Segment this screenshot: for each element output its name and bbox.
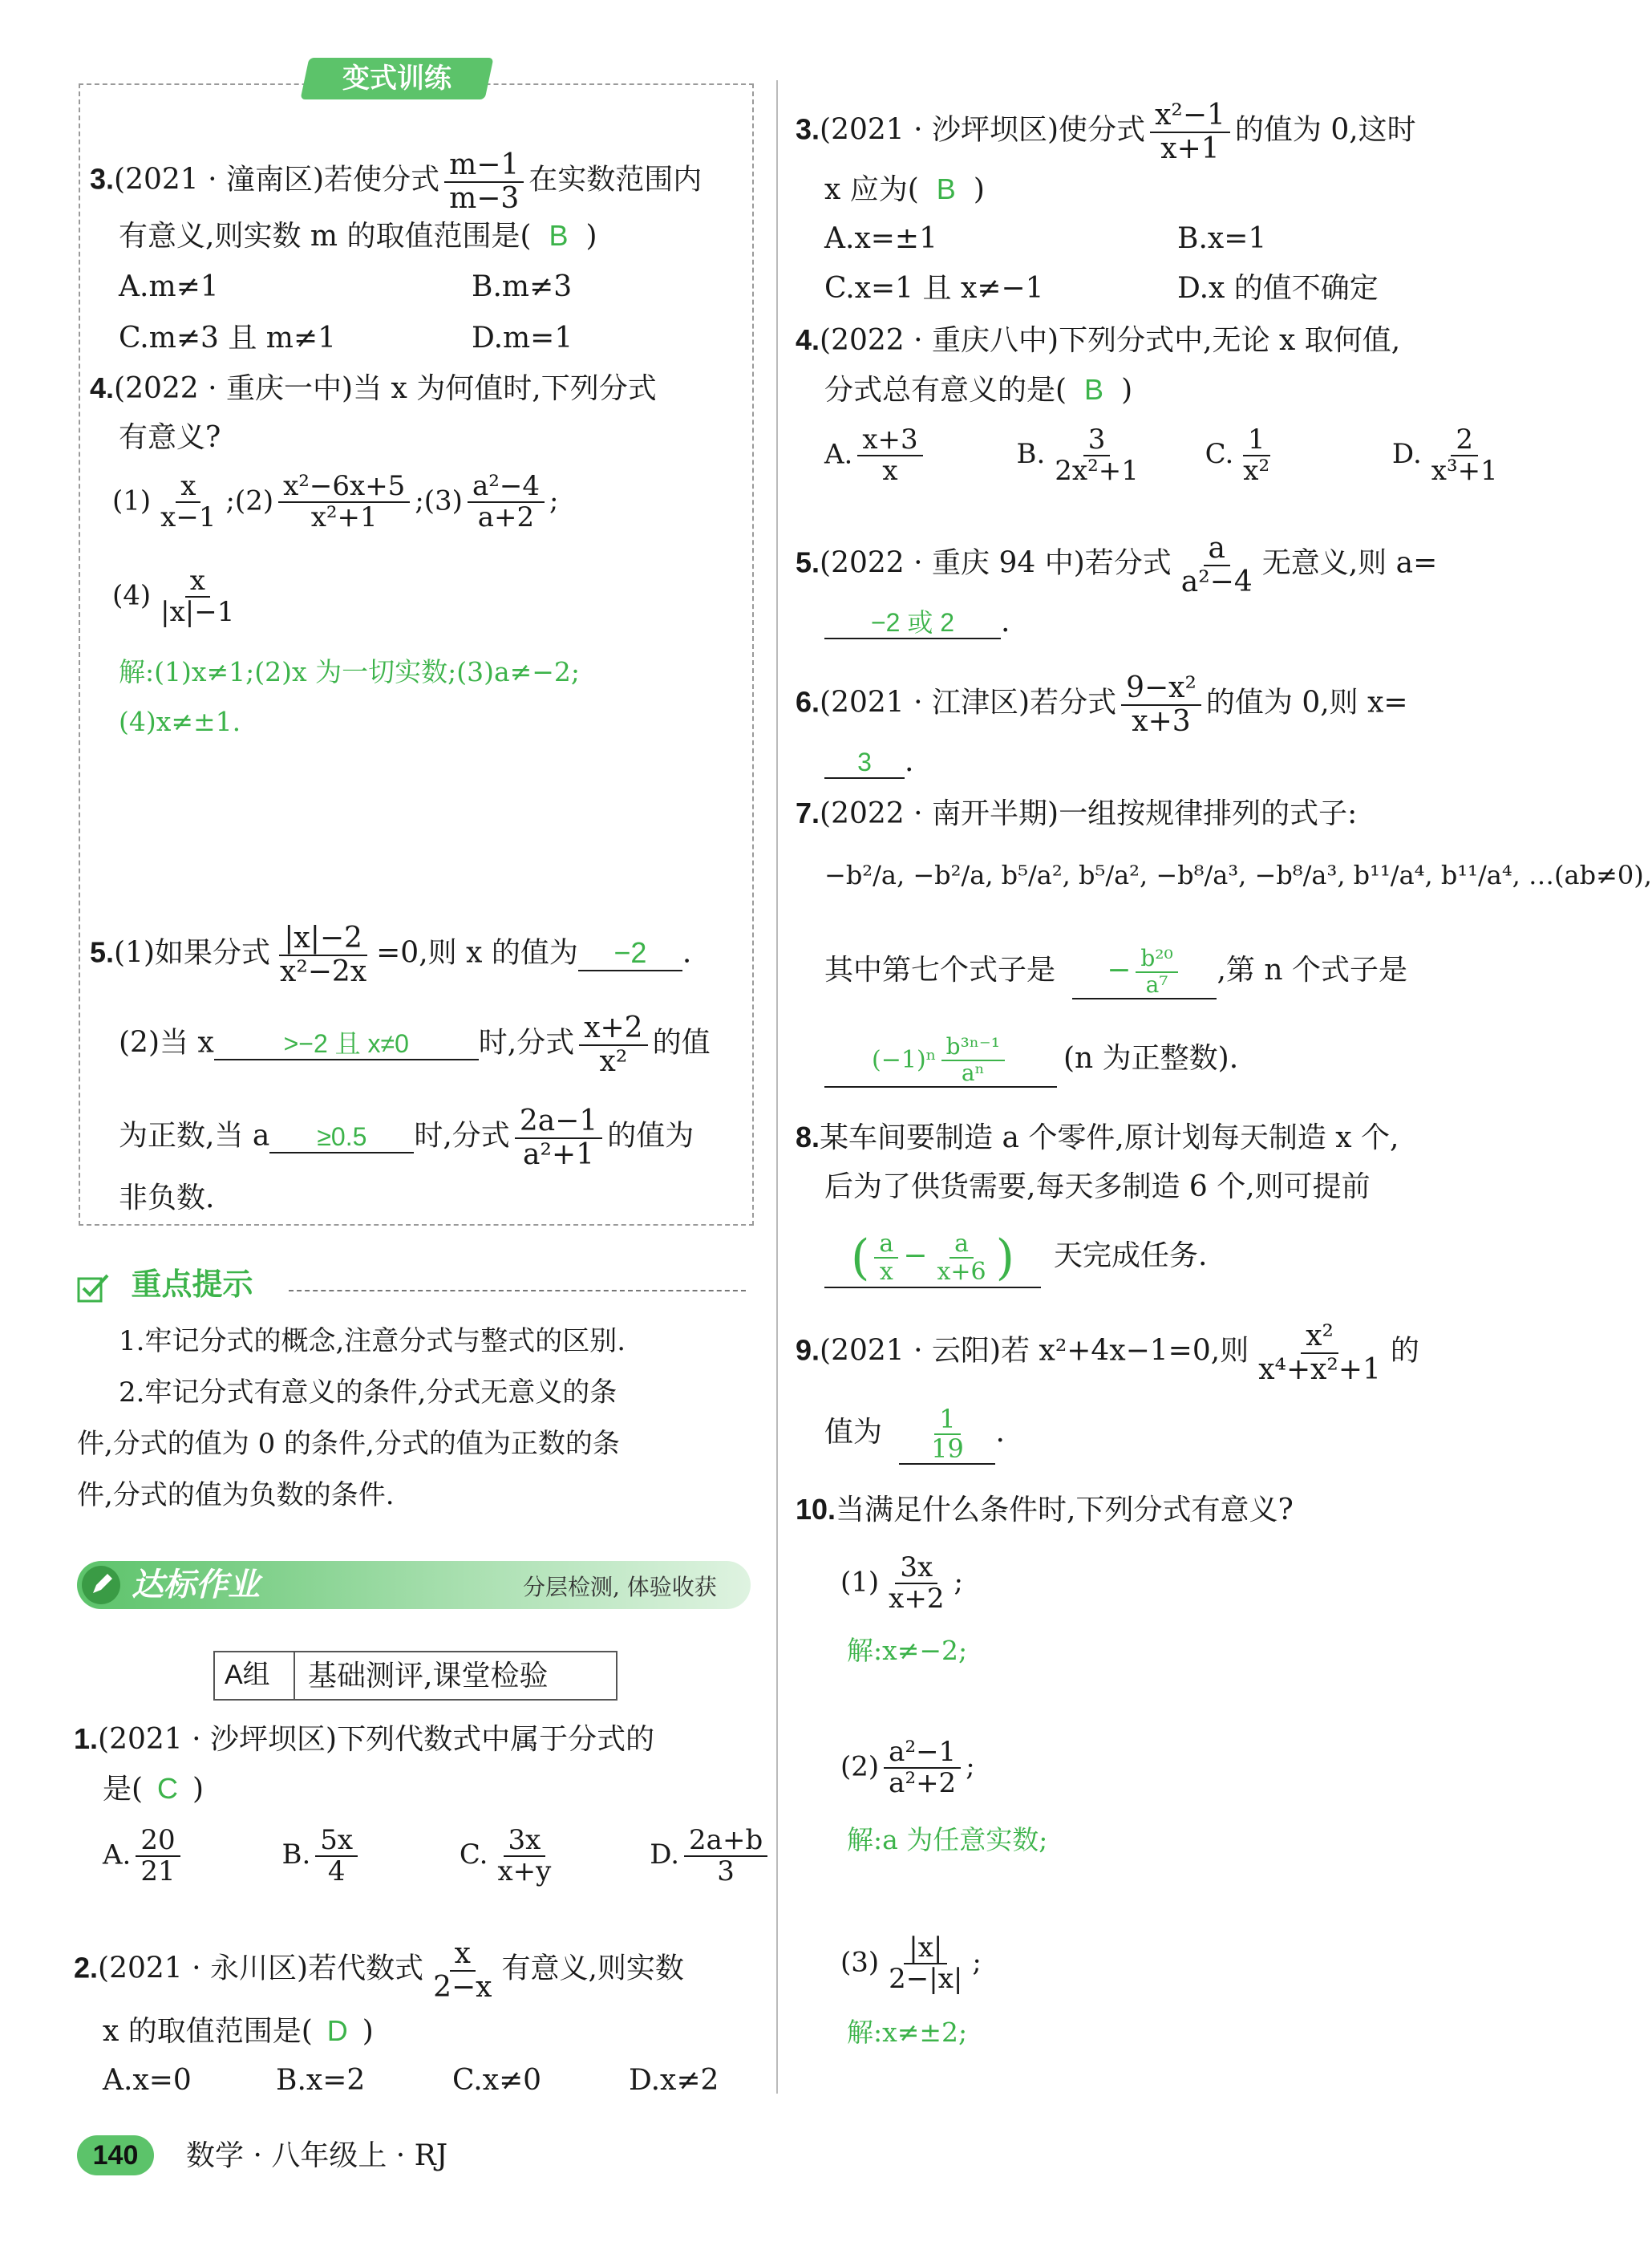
r-q7-line3: 其中第七个式子是 − $\frac{\text{b²⁰}}{\text{a⁷}}$ ,第 n 个式子是: [824, 945, 1407, 998]
homework-subtitle: 分层检测, 体验收获: [523, 1574, 717, 1600]
r-q6-line2: 3 .: [824, 744, 913, 779]
left-q3-line2: 有意义,则实数 m 的取值范围是( B ): [119, 219, 597, 253]
r-q7-line4: (−1)ⁿ $\frac{\text{b³ⁿ⁻¹}}{\text{aⁿ}}$ (n 为正整数).: [824, 1035, 1238, 1088]
book-title: 数学 · 八年级上 · RJ: [186, 2139, 448, 2172]
r-q10-part2: (2) $\frac{\text{a²−1}}{\text{a²+2}}$ ;: [840, 1736, 975, 1800]
fraction: $\frac{\text{a²−1}}{\text{a²+2}}$: [884, 1737, 961, 1799]
answer: B: [1084, 373, 1104, 406]
pencil-icon: [80, 1564, 122, 1606]
question-number: 3.: [90, 162, 115, 196]
fraction: $\frac{3x}{x+y}$: [497, 1824, 552, 1888]
fraction: $\frac{\text{x²−6x+5}}{\text{x²+1}}$: [278, 472, 410, 533]
r-q9-line2: 值为 $\frac{1}{19}$ .: [824, 1404, 1005, 1465]
homework-title: 达标作业: [132, 1567, 260, 1603]
group-tag-divider: [294, 1651, 295, 1701]
question-number: 4.: [796, 323, 820, 356]
question-number: 10.: [796, 1493, 836, 1526]
left-q4-line1: [90, 371, 657, 406]
option-d: D.x 的值不确定: [1177, 272, 1379, 305]
r-q8-line1: 8.某车间要制造 a 个零件,原计划每天制造 x 个,: [796, 1121, 1399, 1154]
option-b: B.m≠3: [472, 270, 573, 303]
fraction: $\frac{x}{x-1}$: [160, 470, 217, 534]
question-number: 7.: [796, 797, 820, 829]
question-number: 3.: [796, 112, 820, 146]
option-b: B.x=1: [1177, 222, 1267, 255]
question-number: 2.: [74, 1951, 99, 1985]
r-q9-line1: 9.(2021 · 云阳)若 x²+4x−1=0,则 $\frac{\text{x²}}{\text{x⁴+x²+1}}$ 的: [796, 1320, 1419, 1386]
group-label: A组: [225, 1660, 270, 1690]
answer-blank: − $\frac{\text{b²⁰}}{\text{a⁷}}$: [1072, 947, 1217, 999]
fraction: $\frac{x+2}{\text{x²}}$: [579, 1012, 647, 1077]
solution-line: 解:(1)x≠1;(2)x 为一切实数;(3)a≠−2;: [119, 656, 581, 687]
h1-line2: 是( C ): [103, 1772, 204, 1806]
left-q5-line2: (2)当 x >−2 且 x≠0 时,分式 $\frac{x+2}{\text{x²}}$ 的值: [119, 1012, 711, 1078]
option-c: C.m≠3 且 m≠1: [119, 322, 337, 355]
hint-text: 件,分式的值为 0 的条件,分式的值为正数的条: [77, 1428, 620, 1460]
question-source: (2022 · 南开半期)一组按规律排列的式子:: [820, 797, 1358, 830]
option-b: B.x=2: [276, 2064, 366, 2097]
solution-line: 解:a 为任意实数;: [847, 1824, 1048, 1855]
question-number: 8.: [796, 1121, 820, 1153]
question-number: 6.: [796, 685, 820, 719]
fraction: $\frac{x+3}{x}$: [857, 425, 922, 487]
question-source: (2021 · 云阳)若 x²+4x−1=0,则: [820, 1334, 1249, 1368]
question-number: 5.: [796, 545, 820, 579]
option-a: A.x=±1: [824, 222, 937, 255]
answer: C: [157, 1772, 179, 1805]
r-q3-line1: 3.(2021 · 沙坪坝区)使分式 $\frac{\text{x²−1}}{x+1}$ 的值为 0,这时: [796, 99, 1416, 165]
question-source: (2022 · 重庆一中)当 x 为何值时,下列分式: [114, 372, 657, 405]
question-source: (2021 · 沙坪坝区)下列代数式中属于分式的: [98, 1723, 655, 1756]
r-q10-line1: [796, 1492, 1294, 1527]
hint-text: 件,分式的值为负数的条件.: [77, 1479, 395, 1511]
h1-options: A. $\frac{20}{21}$ B. $\frac{5x}{4}$ C. $\frac{3x}{x+y}$ D. $\frac{2a+b}{3}$: [103, 1826, 772, 1887]
variant-training-title: 变式训练: [342, 63, 451, 94]
option-a: A.m≠1: [119, 270, 219, 303]
left-q3-line1: [90, 149, 702, 214]
answer-blank: >−2 且 x≠0: [214, 1028, 479, 1060]
question-source: (2021 · 沙坪坝区)使分式: [820, 113, 1146, 147]
r-q10-part3: (3) $\frac{|x|}{2-|x|}$ ;: [840, 1932, 982, 1996]
question-number: 1.: [74, 1722, 99, 1755]
hint-title: 重点提示: [131, 1268, 253, 1302]
question-source: (2022 · 重庆八中)下列分式中,无论 x 取何值,: [820, 324, 1401, 357]
question-text: 在实数范围内: [528, 163, 703, 197]
fraction: $\frac{m-1}{m-3}$: [444, 149, 524, 214]
group-text: 基础测评,课堂检验: [308, 1660, 549, 1693]
r-q8-line2: 后为了供货需要,每天多制造 6 个,则可提前: [824, 1170, 1371, 1203]
r-q4-options: A. $\frac{x+3}{x}$ B. $\frac{3}{\text{2x²+1}}$ C. $\frac{1}{\text{x²}}$ D. $\frac{2}{\text{x³+1}}$: [824, 425, 1508, 487]
hint-text: 1.牢记分式的概念,注意分式与整式的区别.: [119, 1325, 626, 1357]
left-q5-line4: 非负数.: [119, 1182, 215, 1214]
h2-line1: 2.(2021 · 永川区)若代数式 $\frac{x}{2-x}$ 有意义,则实数: [74, 1937, 684, 2004]
solution-line: (4)x≠±1.: [119, 706, 241, 737]
fraction: $\frac{1}{19}$: [931, 1404, 964, 1465]
fraction: $\frac{a}{\text{a²−4}}$: [1180, 532, 1253, 598]
fraction: $\frac{a}{x}$: [874, 1230, 898, 1285]
answer: D: [326, 2014, 348, 2047]
fraction: $\frac{|x|}{2-|x|}$: [889, 1932, 963, 1996]
r-q8-line3: ( $\frac{a}{x}$ − $\frac{a}{x+6}$ ) 天完成任务.: [824, 1229, 1207, 1288]
answer-blank: (−1)ⁿ $\frac{\text{b³ⁿ⁻¹}}{\text{aⁿ}}$: [824, 1035, 1057, 1088]
question-source: (2021 · 永川区)若代数式: [98, 1952, 424, 1985]
left-q4-fractions: (1) $\frac{x}{x-1}$ ;(2) $\frac{\text{x²−6x+5}}{\text{x²+1}}$ ;(3) $\frac{\text{a²−4}}{a+2}$ ;: [112, 470, 559, 534]
option-d: D.m=1: [472, 322, 573, 355]
answer-blank: −2 或 2: [824, 607, 1001, 639]
fraction: $\frac{\text{9−x²}}{x+3}$: [1121, 672, 1201, 737]
answer-blank: −2: [578, 935, 682, 971]
r-q7-sequence: −b²/a, −b²/a, b⁵/a², b⁵/a², −b⁸/a³, −b⁸/a³, b¹¹/a⁴, b¹¹/a⁴, …(ab≠0),: [824, 860, 1652, 890]
fraction: $\frac{\text{a²−4}}{a+2}$: [468, 472, 545, 533]
fraction: $\frac{2a-1}{\text{a²+1}}$: [515, 1105, 602, 1170]
option-c: C.x≠0: [452, 2064, 542, 2097]
fraction: $\frac{2}{\text{x³+1}}$: [1431, 424, 1498, 488]
question-number: 4.: [90, 371, 115, 404]
left-q5-line1: 5.(1)如果分式 $\frac{|x|-2}{\text{x²−2x}}$ =0,则 x 的值为 −2 .: [90, 922, 692, 988]
fraction: $\frac{x}{|x|-1}$: [160, 565, 235, 629]
hint-text: 2.牢记分式有意义的条件,分式无意义的条: [119, 1376, 617, 1409]
option-a: A.x=0: [103, 2064, 192, 2097]
fraction: $\frac{\text{x²−1}}{x+1}$: [1150, 99, 1230, 164]
hint-title-row: [77, 1267, 253, 1304]
left-q5-line3: 为正数,当 a ≥0.5 时,分式 $\frac{2a-1}{\text{a²+1}}$ 的值为: [119, 1105, 694, 1171]
option-c: C.x=1 且 x≠−1: [824, 272, 1044, 305]
question-source: (2022 · 重庆 94 中)若分式: [820, 546, 1172, 580]
r-q3-line2: x 应为( B ): [824, 172, 985, 206]
answer-blank: [899, 1405, 995, 1465]
solution-line: 解:x≠−2;: [847, 1635, 968, 1666]
r-q4-line1: [796, 322, 1400, 358]
fraction: $\frac{|x|-2}{\text{x²−2x}}$: [280, 922, 367, 988]
fraction: $\frac{2a+b}{3}$: [684, 1826, 767, 1887]
h1-line1: [74, 1721, 654, 1757]
fraction: $\frac{x}{2-x}$: [433, 1937, 492, 2004]
fraction: $\frac{20}{21}$: [136, 1826, 180, 1887]
column-divider: [776, 80, 778, 2094]
answer-blank: ( $\frac{a}{x}$ − $\frac{a}{x+6}$ ): [824, 1229, 1041, 1288]
fraction: $\frac{a}{x+6}$: [937, 1230, 986, 1286]
question-number: 5.: [90, 935, 115, 969]
question-text: 有意义,则实数 m 的取值范围是(: [119, 220, 532, 253]
r-q10-part1: (1) $\frac{3x}{x+2}$ ;: [840, 1551, 963, 1616]
left-q4-line2: 有意义?: [119, 421, 221, 454]
fraction: $\frac{\text{b²⁰}}{\text{a⁷}}$: [1136, 947, 1177, 998]
solution-line: 解:x≠±2;: [847, 2017, 968, 2048]
answer: B: [549, 219, 569, 252]
checkmark-icon: [77, 1272, 111, 1303]
r-q5-line1: 5.(2022 · 重庆 94 中)若分式 $\frac{a}{\text{a²−4}}$ 无意义,则 a=: [796, 532, 1438, 598]
fraction: $\frac{5x}{4}$: [315, 1826, 358, 1887]
fraction: $\frac{1}{\text{x²}}$: [1243, 424, 1270, 488]
fraction: $\frac{3}{\text{2x²+1}}$: [1055, 424, 1139, 488]
question-source: (2021 · 潼南区)若使分式: [114, 163, 440, 197]
r-q4-line2: 分式总有意义的是( B ): [824, 373, 1133, 407]
answer: B: [936, 172, 956, 205]
question-text: 当满足什么条件时,下列分式有意义?: [836, 1494, 1294, 1526]
answer-blank: 3: [824, 747, 905, 779]
question-number: 9.: [796, 1333, 820, 1367]
page-number: 140: [77, 2135, 154, 2175]
variant-training-banner: [300, 58, 493, 99]
left-q4-part4: (4) $\frac{x}{|x|-1}$: [112, 566, 244, 628]
r-q7-line1: [796, 796, 1357, 831]
question-source: (2021 · 江津区)若分式: [820, 686, 1117, 720]
option-d: D.x≠2: [629, 2064, 719, 2097]
hint-divider: [289, 1290, 746, 1291]
fraction: $\frac{\text{b³ⁿ⁻¹}}{\text{aⁿ}}$: [941, 1035, 1005, 1086]
answer-blank: ≥0.5: [269, 1121, 414, 1153]
h2-line2: x 的取值范围是( D ): [103, 2014, 374, 2048]
fraction: $\frac{\text{x²}}{\text{x⁴+x²+1}}$: [1258, 1320, 1381, 1386]
r-q6-line1: 6.(2021 · 江津区)若分式 $\frac{\text{9−x²}}{x+3}$ 的值为 0,则 x=: [796, 671, 1408, 738]
fraction: $\frac{3x}{x+2}$: [889, 1551, 945, 1616]
r-q5-line2: −2 或 2 .: [824, 605, 1010, 639]
